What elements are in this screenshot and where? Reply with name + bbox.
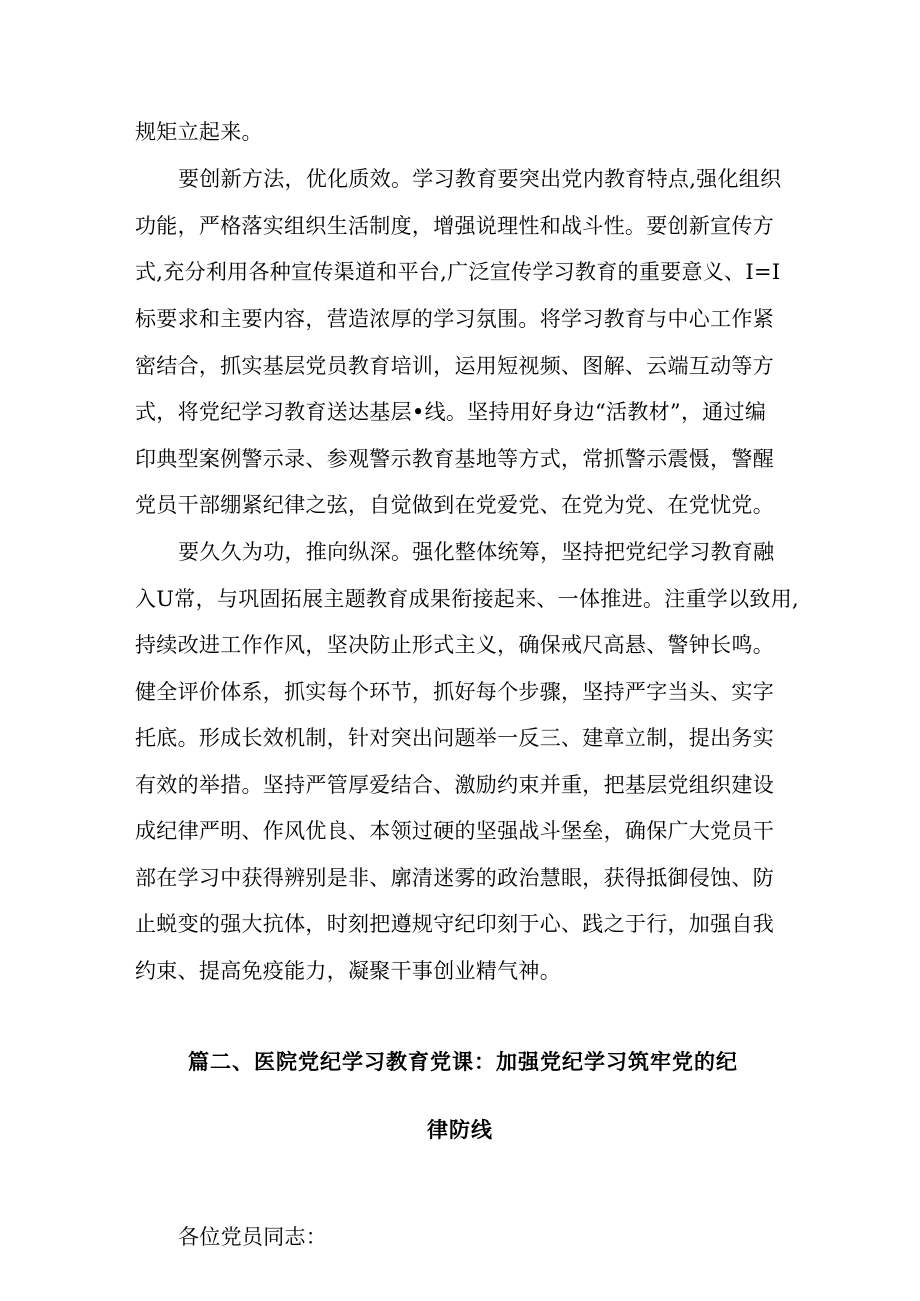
paragraph-line: 要创新方法，优化质效。学习教育要突出党内教育特点,强化组织 [178, 167, 782, 191]
paragraph-line: 入U常，与巩固拓展主题教育成果衔接起来、一体推进。注重学以致用, [135, 587, 799, 611]
paragraph-line: 托底。形成长效机制，针对突出问题举一反三、建章立制，提出务实 [135, 726, 774, 750]
paragraph-line: 约束、提高免疫能力，凝聚干事创业精气神。 [135, 959, 561, 983]
salutation: 各位党员同志： [178, 1225, 328, 1249]
paragraph-line: 式,充分利用各种宣传渠道和平台,广泛宣传学习教育的重要意义、I=I [135, 260, 781, 284]
paragraph-line: 标要求和主要内容，营造浓厚的学习氛围。将学习教育与中心工作紧 [135, 307, 774, 331]
paragraph-line: 成纪律严明、作风优良、本领过硬的坚强战斗堡垒，确保广大党员干 [135, 819, 774, 843]
paragraph-line: 功能，严格落实组织生活制度，增强说理性和战斗性。要创新宣传方 [135, 214, 774, 238]
paragraph-line: 止蜕变的强大抗体，时刻把遵规守纪印刻于心、践之于行，加强自我 [135, 912, 774, 936]
paragraph-line: 健全评价体系，抓实每个环节，抓好每个步骤，坚持严字当头、实字 [135, 680, 774, 704]
paragraph-line: 部在学习中获得辨别是非、廓清迷雾的政治慧眼，获得抵御侵蚀、防 [135, 866, 774, 890]
paragraph-line: 式，将党纪学习教育送达基层•线。坚持用好身边“活教材”，通过编 [135, 400, 767, 424]
paragraph-line: 密结合，抓实基层党员教育培训，运用短视频、图解、云端互动等方 [135, 354, 774, 378]
paragraph-line: 印典型案例警示录、参观警示教育基地等方式，常抓警示震慑，警醒 [135, 447, 774, 471]
section-heading-line: 篇二、医院党纪学习教育党课：加强党纪学习筑牢党的纪 [188, 1049, 738, 1074]
paragraph-line: 有效的举措。坚持严管厚爱结合、激励约束并重，把基层党组织建设 [135, 773, 774, 797]
section-heading-line: 律防线 [427, 1117, 493, 1142]
paragraph-line: 要久久为功，推向纵深。强化整体统筹，坚持把党纪学习教育融 [178, 540, 775, 564]
paragraph-line: 党员干部绷紧纪律之弦，自觉做到在党爱党、在党为党、在党忧党。 [135, 493, 774, 517]
paragraph-line: 规矩立起来。 [135, 120, 263, 144]
paragraph-line: 持续改进工作作风，坚决防止形式主义，确保戒尺高悬、警钟长鸣。 [135, 633, 774, 657]
